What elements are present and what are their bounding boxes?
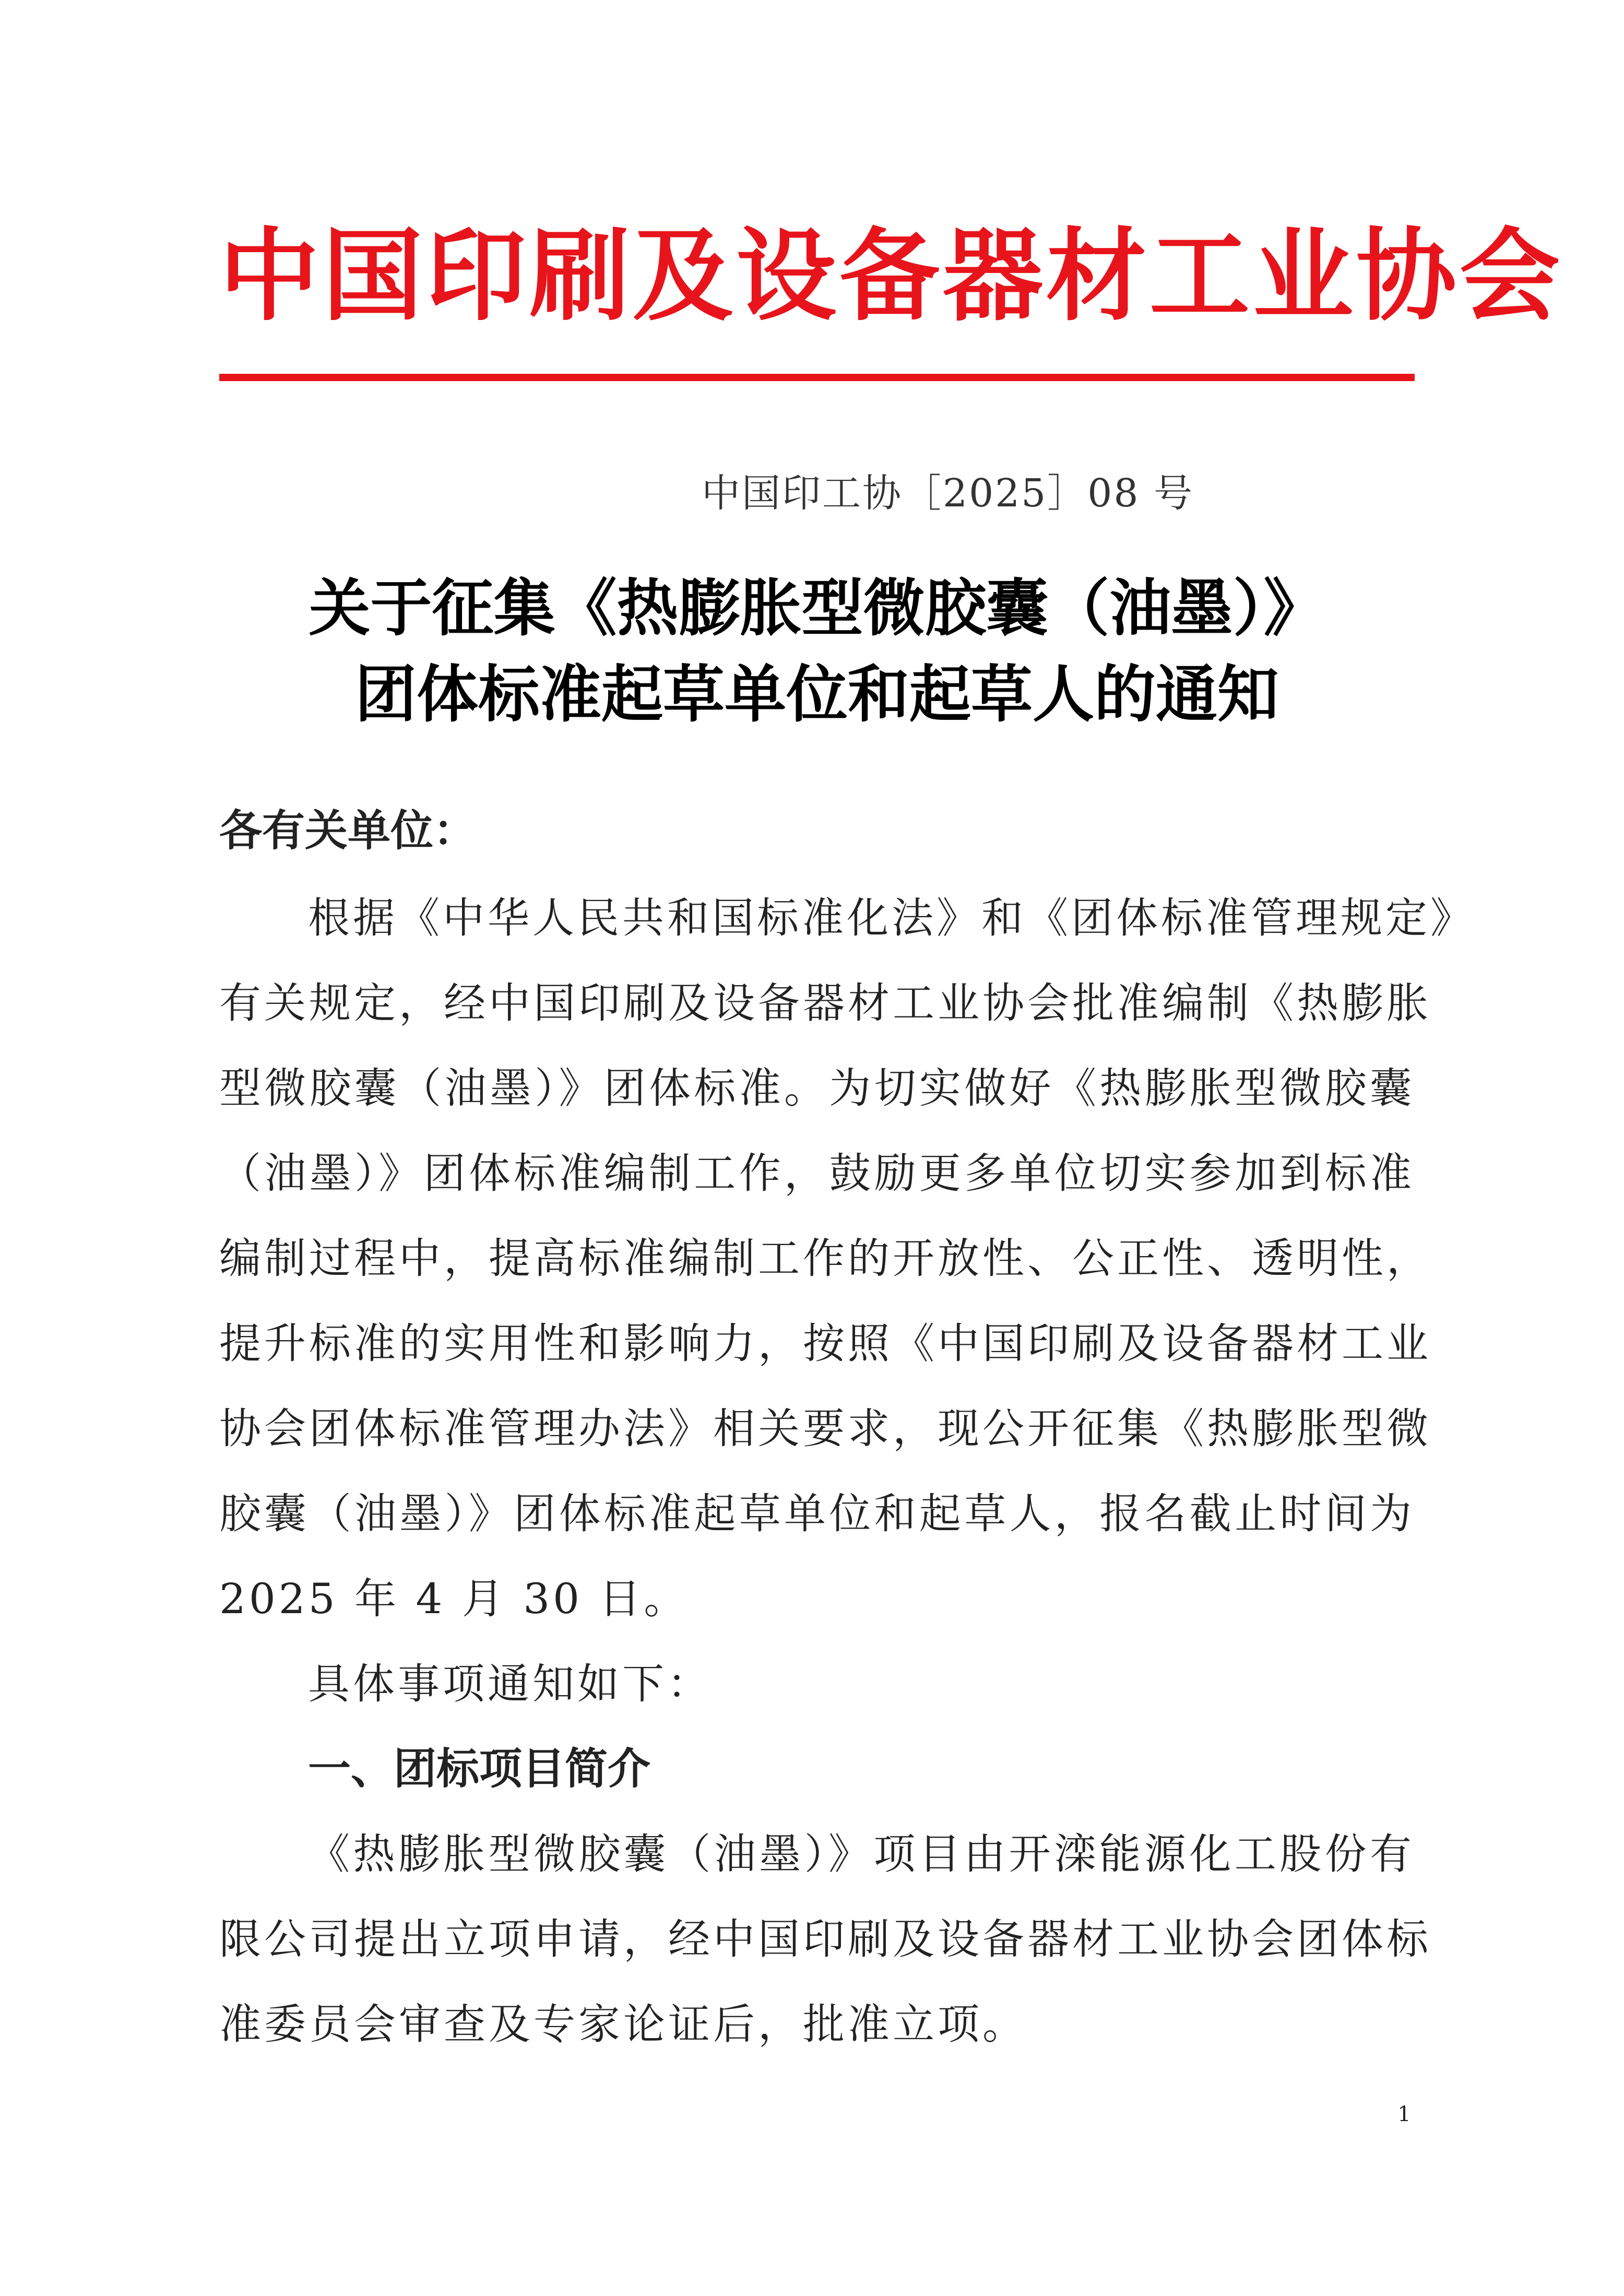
- paragraph-1-line-6: 提升标准的实用性和影响力，按照《中国印刷及设备器材工业: [219, 1319, 1431, 1368]
- paragraph-1-line-4: （油墨）》团体标准编制工作，鼓励更多单位切实参加到标准: [219, 1149, 1415, 1198]
- paragraph-3-line-1: 《热膨胀型微胶囊（油墨）》项目由开滦能源化工股份有: [308, 1830, 1415, 1878]
- paragraph-2: 具体事项通知如下：: [308, 1660, 712, 1708]
- document-title-line-2: 团体标准起草单位和起草人的通知: [354, 658, 1279, 730]
- paragraph-1-line-1: 根据《中华人民共和国标准化法》和《团体标准管理规定》: [308, 894, 1475, 942]
- document-number-text: 中国印工协［2025］08 号: [701, 471, 1194, 516]
- document-title-line-1: 关于征集《热膨胀型微胶囊（油墨）》: [309, 572, 1325, 644]
- paragraph-1-line-7: 协会团体标准管理办法》相关要求，现公开征集《热膨胀型微: [219, 1404, 1431, 1453]
- paragraph-1-line-2: 有关规定，经中国印刷及设备器材工业协会批准编制《热膨胀: [219, 979, 1431, 1027]
- paragraph-3-line-2: 限公司提出立项申请，经中国印刷及设备器材工业协会团体标: [219, 1915, 1431, 1963]
- paragraph-3-line-3: 准委员会审查及专家论证后，批准立项。: [219, 2000, 1027, 2049]
- letterhead-red-rule: [219, 374, 1415, 381]
- section-1-heading: 一、团标项目简介: [308, 1744, 651, 1794]
- document-number: [0, 465, 1624, 522]
- page-number: 1: [1397, 2102, 1411, 2126]
- paragraph-1-line-5: 编制过程中，提高标准编制工作的开放性、公正性、透明性，: [219, 1234, 1431, 1283]
- salutation: 各有关单位：: [219, 806, 477, 856]
- letterhead-organization-name: 中国印刷及设备器材工业协会: [219, 218, 1563, 335]
- paragraph-1-line-8: 胶囊（油墨）》团体标准起草单位和起草人，报名截止时间为: [219, 1489, 1415, 1538]
- paragraph-1-line-9: 2025 年 4 月 30 日。: [219, 1575, 689, 1623]
- paragraph-1-line-3: 型微胶囊（油墨）》团体标准。为切实做好《热膨胀型微胶囊: [219, 1064, 1415, 1113]
